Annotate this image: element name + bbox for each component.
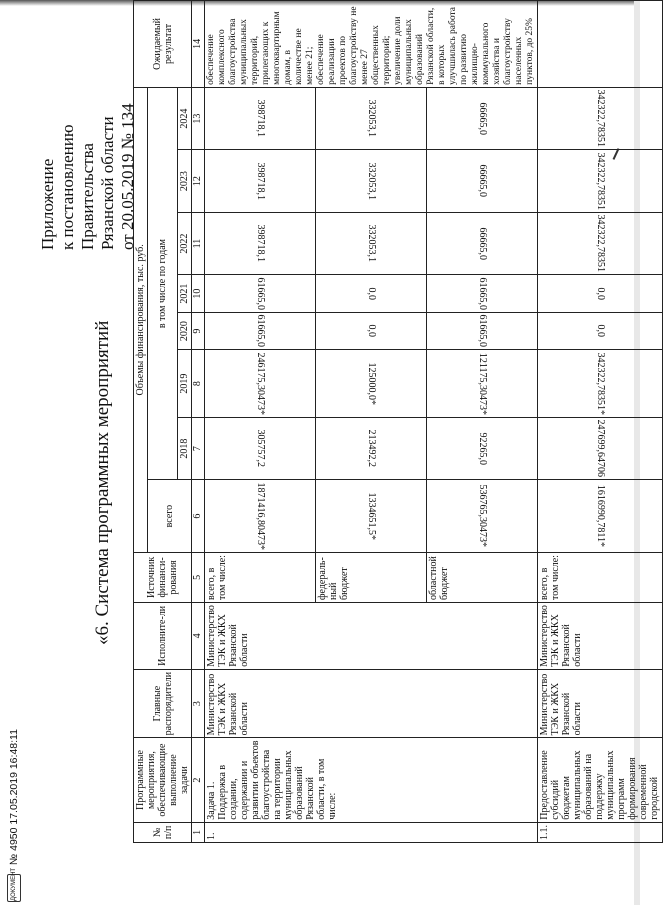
col-number: 8 <box>192 350 205 418</box>
value: 0,0 <box>365 287 377 300</box>
year-cell: 2018 <box>178 417 192 480</box>
value: 398718,1 <box>254 224 266 263</box>
value: 398718,1 <box>254 99 266 138</box>
value: 1616990,7811* <box>594 485 606 548</box>
year-value <box>316 312 427 350</box>
year-cell: 2021 <box>178 275 192 313</box>
year-value <box>205 312 316 350</box>
col-number: 1 <box>192 822 205 842</box>
executor-cell: Министерство ТЭК и ЖКХ Рязанской области <box>538 602 663 669</box>
header-line: от 20.05.2019 № 134 <box>118 103 137 250</box>
value: 332053,1 <box>365 224 377 263</box>
total-cell <box>316 480 427 553</box>
value: 61665,0 <box>254 277 266 310</box>
value: 92265,0 <box>476 432 488 465</box>
year-value <box>205 150 316 213</box>
total-cell <box>205 480 316 553</box>
year-value <box>427 350 538 418</box>
value: 0,0 <box>365 324 377 338</box>
year-value <box>205 275 316 313</box>
col-total: всего <box>148 480 192 553</box>
value: 61665,0 <box>254 314 266 348</box>
value: 342322,78351 <box>594 214 606 273</box>
col-number: 3 <box>192 669 205 738</box>
row-number: 1.1. <box>538 822 663 842</box>
year-value <box>538 275 663 313</box>
value: 61665,0 <box>476 277 488 310</box>
value: 0,0 <box>594 287 606 300</box>
year-cell: 2022 <box>178 212 192 275</box>
col-result: Ожидаемый результат <box>134 1 192 88</box>
total-cell <box>427 480 538 553</box>
header-row <box>134 1 148 843</box>
year-value <box>538 417 663 480</box>
total-cell <box>538 480 663 553</box>
year-cell: 2023 <box>178 150 192 213</box>
year-value <box>538 350 663 418</box>
year-value <box>538 87 663 150</box>
col-number: 7 <box>192 417 205 480</box>
year-value <box>538 150 663 213</box>
manager-cell: Министерство ТЭК и ЖКХ Рязанской области <box>538 669 663 738</box>
source-cell: областной бюджет <box>427 552 538 602</box>
header-line: Рязанской области <box>98 116 117 250</box>
col-number: 5 <box>192 552 205 602</box>
table-row <box>205 1 316 843</box>
value: 247699,64706 <box>594 419 606 478</box>
year-cell: 2024 <box>178 87 192 150</box>
source-cell: всего, в том числе: <box>205 552 316 602</box>
value: 66665,0 <box>476 102 488 135</box>
col-number: 9 <box>192 312 205 350</box>
col-managers: Главные распорядители <box>134 669 192 738</box>
col-number: 12 <box>192 150 205 213</box>
appendix-header <box>38 20 138 250</box>
source-cell: федераль-ный бюджет <box>316 552 427 602</box>
year-value <box>427 312 538 350</box>
header-line: к постановлению Правительства <box>58 124 97 250</box>
col-number: 14 <box>192 1 205 88</box>
value: 0,0 <box>594 324 606 338</box>
value: 121175,30473* <box>476 352 488 415</box>
year-value <box>205 417 316 480</box>
col-number: 2 <box>192 738 205 822</box>
year-value <box>427 150 538 213</box>
manager-cell: Министерство ТЭК и ЖКХ Рязанской области <box>205 669 538 738</box>
year-value <box>538 312 663 350</box>
col-executors: Исполните-ли <box>134 602 192 669</box>
value: 536765,30473* <box>476 484 488 548</box>
year-value <box>427 87 538 150</box>
document-seal-icon: ДОКУМЕНТ <box>7 874 21 902</box>
value: 342322,78351* <box>594 352 606 415</box>
col-number: 13 <box>192 87 205 150</box>
value: 66665,0 <box>476 227 488 260</box>
year-value <box>205 212 316 275</box>
column-numbers-row <box>192 1 205 843</box>
col-no: № п/п <box>134 822 192 842</box>
year-value <box>427 212 538 275</box>
section-title: «6. Система программных мероприятий <box>92 320 113 645</box>
program-text: Предоставление субсидий бюджетам муниципальных образований на поддержку муниципальных программ формирования современной городской <box>538 738 663 822</box>
value: 342322,78351 <box>594 152 606 210</box>
value: 125000,0* <box>365 362 377 405</box>
col-number: 11 <box>192 212 205 275</box>
executor-cell: Министерство ТЭК и ЖКХ Рязанской области <box>205 602 538 669</box>
year-value <box>427 417 538 480</box>
expected-result: обеспечение комплексного благоустройства муниципальных территорий, прилегающих к многоквартирным домам, в количестве не менее 21; обеспечение реализации проектов по благоустройству не менее 27 общественных территорий; увеличение доли муниципальных образований Рязанской области, в которых улучшилась работа по развитию жилищно-коммунального хозяйства и благоустройству населенных пунктов, до 25% <box>205 1 538 88</box>
value: 305757,2 <box>254 429 266 468</box>
year-value <box>316 212 427 275</box>
year-cell: 2019 <box>178 350 192 418</box>
source-cell: всего, в том числе: <box>538 552 663 602</box>
value: 332053,1 <box>365 162 377 200</box>
col-number: 4 <box>192 602 205 669</box>
value: 1871416,80473* <box>254 482 266 550</box>
year-value <box>316 275 427 313</box>
year-value <box>316 87 427 150</box>
col-source: Источник финанси-рования <box>134 552 192 602</box>
year-value <box>538 212 663 275</box>
value: 66665,0 <box>476 164 488 198</box>
value: 61665,0 <box>476 314 488 348</box>
stamp-text: № 4950 17.05.2019 16:48:11 <box>7 729 20 866</box>
year-cell: 2020 <box>178 312 192 350</box>
year-value <box>205 87 316 150</box>
header-line: Приложение <box>38 158 57 250</box>
col-program: Программные мероприятия, обеспечивающие выполнение задачи <box>134 738 192 822</box>
table-row <box>538 1 663 843</box>
expected-result <box>538 1 663 88</box>
value: 246175,30473* <box>254 352 266 415</box>
col-number: 10 <box>192 275 205 313</box>
program-table <box>133 0 663 843</box>
value: 213492,2 <box>365 429 377 468</box>
col-incl: в том числе по годам <box>148 87 178 480</box>
year-value <box>316 150 427 213</box>
program-text: Задача 1. Поддержка в создании, содержании и развитии объектов благоустройства на территории муниципальных образований Рязанской области, в том числе: <box>205 738 538 822</box>
col-funding: Объемы финансирования, тыс. руб. <box>134 87 148 552</box>
registration-stamp <box>7 729 21 902</box>
year-value <box>316 350 427 418</box>
year-value <box>316 417 427 480</box>
value: 1334651,5* <box>365 492 377 540</box>
value: 342322,78351 <box>594 89 606 148</box>
year-value <box>427 275 538 313</box>
value: 398718,1 <box>254 162 266 200</box>
col-number: 6 <box>192 480 205 553</box>
year-value <box>205 350 316 418</box>
value: 332053,1 <box>365 99 377 138</box>
row-number: 1. <box>205 822 538 842</box>
